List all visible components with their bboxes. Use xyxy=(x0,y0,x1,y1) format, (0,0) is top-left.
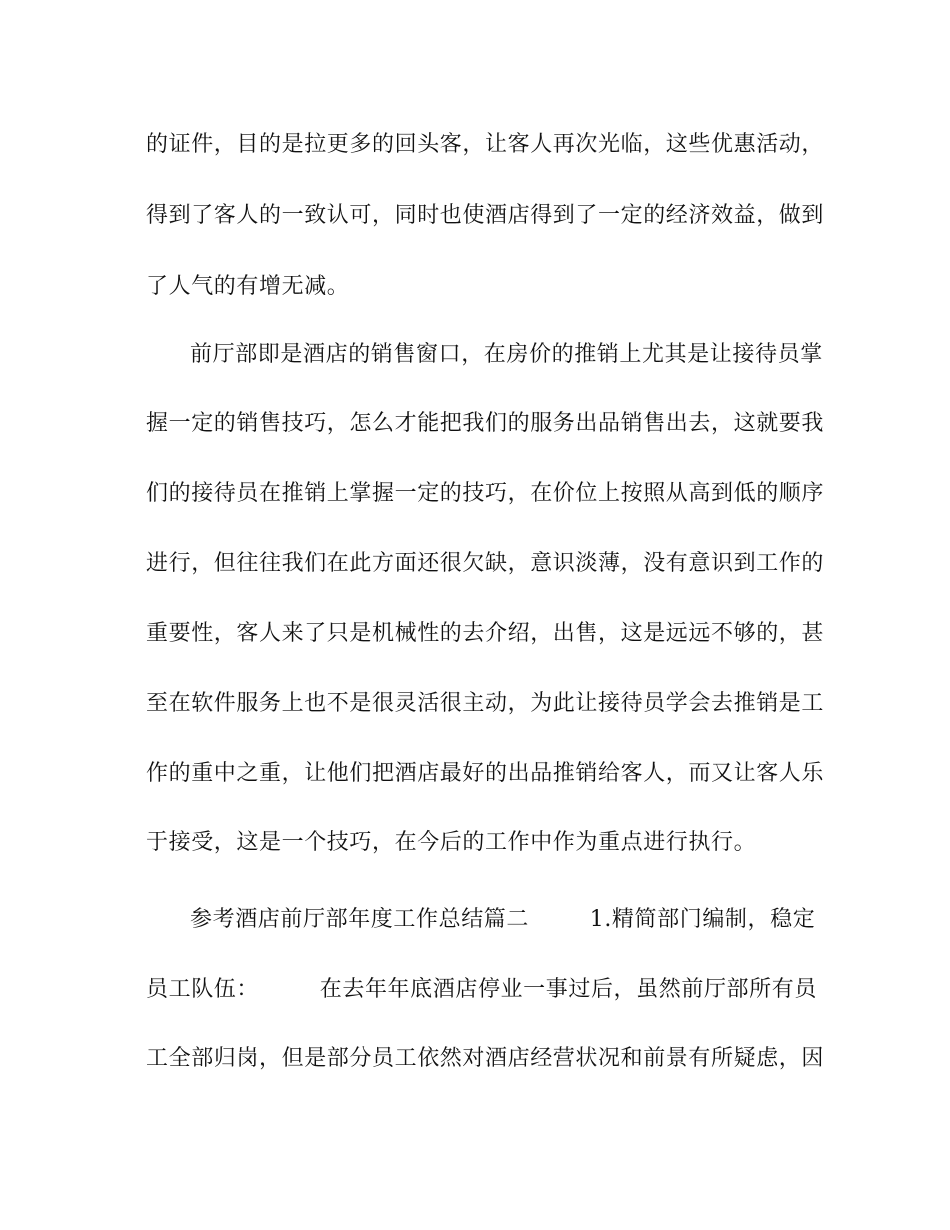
text-line: 们的接待员在推销上掌握一定的技巧，在价位上按照从高到低的顺序 xyxy=(146,481,825,506)
text-line: 于接受，这是一个技巧，在今后的工作中作为重点进行执行。 xyxy=(146,830,757,855)
text-line: 了人气的有增无减。 xyxy=(146,274,350,299)
text-line: 作的重中之重，让他们把酒店最好的出品推销给客人，而又让客人乐 xyxy=(146,761,825,786)
text-line: 进行，但往往我们在此方面还很欠缺，意识淡薄，没有意识到工作的 xyxy=(146,551,825,576)
text-line: 至在软件服务上也不是很灵活很主动，为此让接待员学会去推销是工 xyxy=(146,691,825,716)
paragraph-first-line: 前厅部即是酒店的销售窗口，在房价的推销上尤其是让接待员掌 xyxy=(190,342,823,367)
section-heading-line: 参考酒店前厅部年度工作总结篇二 1.精简部门编制，稳定 xyxy=(190,907,816,932)
text-line: 工全部归岗，但是部分员工依然对酒店经营状况和前景有所疑虑，因 xyxy=(146,1046,825,1071)
text-line: 员工队伍： 在去年年底酒店停业一事过后，虽然前厅部所有员 xyxy=(146,977,817,1002)
text-line: 得到了客人的一致认可，同时也使酒店得到了一定的经济效益，做到 xyxy=(146,203,825,228)
text-line: 的证件，目的是拉更多的回头客，让客人再次光临，这些优惠活动， xyxy=(146,132,825,157)
text-line: 握一定的销售技巧，怎么才能把我们的服务出品销售出去，这就要我 xyxy=(146,411,825,436)
text-line: 重要性，客人来了只是机械性的去介绍，出售，这是远远不够的，甚 xyxy=(146,621,825,646)
